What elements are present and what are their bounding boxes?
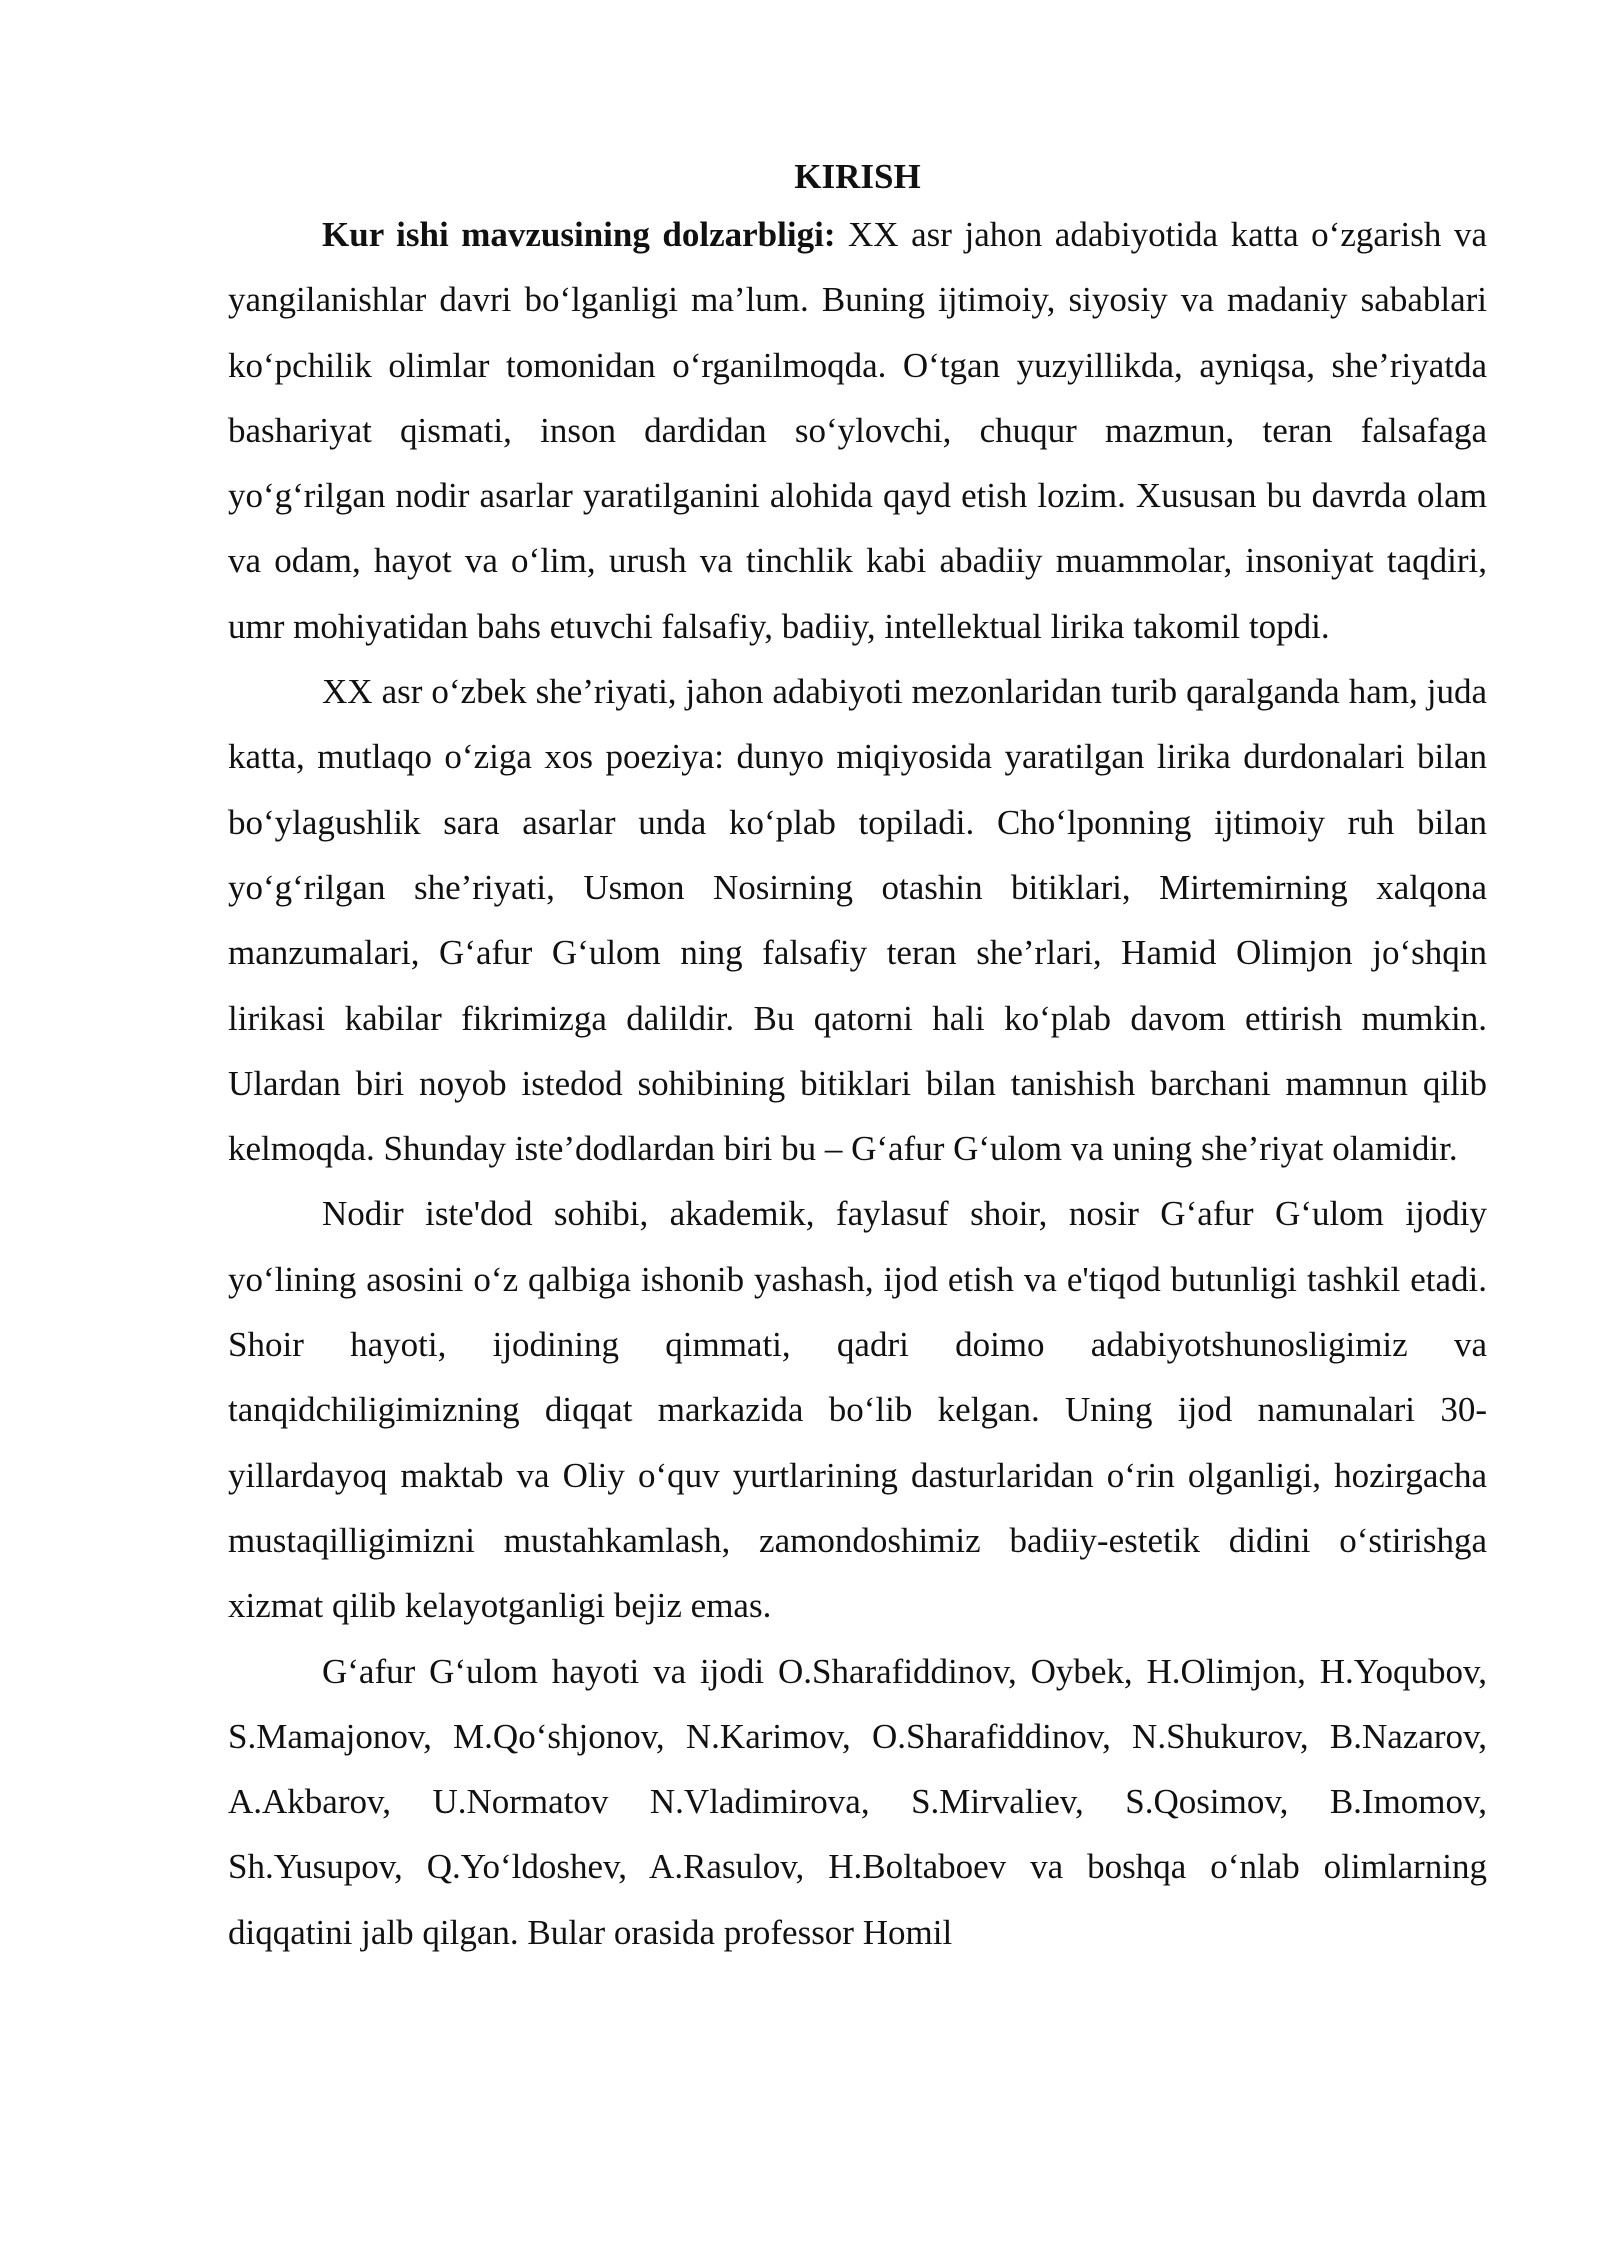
paragraph-lead: Kur ishi mavzusining dolzarbligi: [322, 215, 836, 254]
paragraph-relevance [228, 202, 1487, 659]
paragraph-uzbek-poetry [228, 659, 1487, 1181]
section-heading: KIRISH [794, 157, 921, 196]
paragraph-scholars [228, 1639, 1487, 1965]
paragraph-text: XX asr o‘zbek she’riyati, jahon adabiyoti mezonlaridan turib qaralganda ham, juda katta, mutlaqo o‘ziga xos poeziya: dunyo miqiyosida yaratilgan lirika durdonalari bilan bo‘ylagushlik sara asarlar unda ko‘plab topiladi. Cho‘lponning ijtimoiy ruh bilan yo‘g‘rilgan she’riyati, Usmon Nosirning otashin bitiklari, Mirtemirning xalqona manzumalari, G‘afur G‘ulom ning falsafiy teran she’rlari, Hamid Olimjon jo‘shqin lirikasi kabilar fikrimizga dalildir. Bu qatorni hali ko‘plab davom ettirish mumkin. Ulardan biri noyob istedod sohibining bitiklari bilan tanishish barchani mamnun qilib kelmoqda. Shunday iste’dodlardan biri bu – G‘afur G‘ulom va uning she’riyat olamidir. [228, 672, 1487, 1169]
paragraph-text: XX asr jahon adabiyotida katta o‘zgarish va yangilanishlar davri bo‘lganligi ma’lum. Buning ijtimoiy, siyosiy va madaniy sabablari ko‘pchilik olimlar tomonidan o‘rganilmoqda. O‘tgan yuzyillikda, ayniqsa, she’riyatda bashariyat qismati, inson dardidan so‘ylovchi, chuqur mazmun, teran falsafaga yo‘g‘rilgan nodir asarlar yaratilganini alohida qayd etish lozim. Xususan bu davrda olam va odam, hayot va o‘lim, urush va tinchlik kabi abadiiy muammolar, insoniyat taqdiri, umr mohiyatidan bahs etuvchi falsafiy, badiiy, intellektual lirika takomil topdi. [228, 215, 1487, 646]
paragraph-text: Nodir iste'dod sohibi, akademik, faylasuf shoir, nosir G‘afur G‘ulom ijodiy yo‘lining asosini o‘z qalbiga ishonib yashash, ijod etish va e'tiqod butunligi tashkil etadi. Shoir hayoti, ijodining qimmati, qadri doimo adabiyotshunosligimiz va tanqidchiligimizning diqqat markazida bo‘lib kelgan. Uning ijod namunalari 30-yillardayoq maktab va Oliy o‘quv yurtlarining dasturlaridan o‘rin olganligi, hozirgacha mustaqilligimizni mustahkamlash, zamondoshimiz badiiy-estetik didini o‘stirishga xizmat qilib kelayotganligi bejiz emas. [228, 1194, 1487, 1626]
paragraph-text: G‘afur G‘ulom hayoti va ijodi O.Sharafiddinov, Oybek, H.Olimjon, H.Yoqubov, S.Mamajonov, M.Qo‘shjonov, N.Karimov, O.Sharafiddinov, N.Shukurov, B.Nazarov, A.Akbarov, U.Normatov N.Vladimirova, S.Mirvaliev, S.Qosimov, B.Imomov, Sh.Yusupov, Q.Yo‘ldoshev, A.Rasulov, H.Boltaboev va boshqa o‘nlab olimlarning diqqatini jalb qilgan. Bular orasida professor Homil [228, 1651, 1487, 1952]
paragraph-gafur-gulom [228, 1181, 1487, 1638]
